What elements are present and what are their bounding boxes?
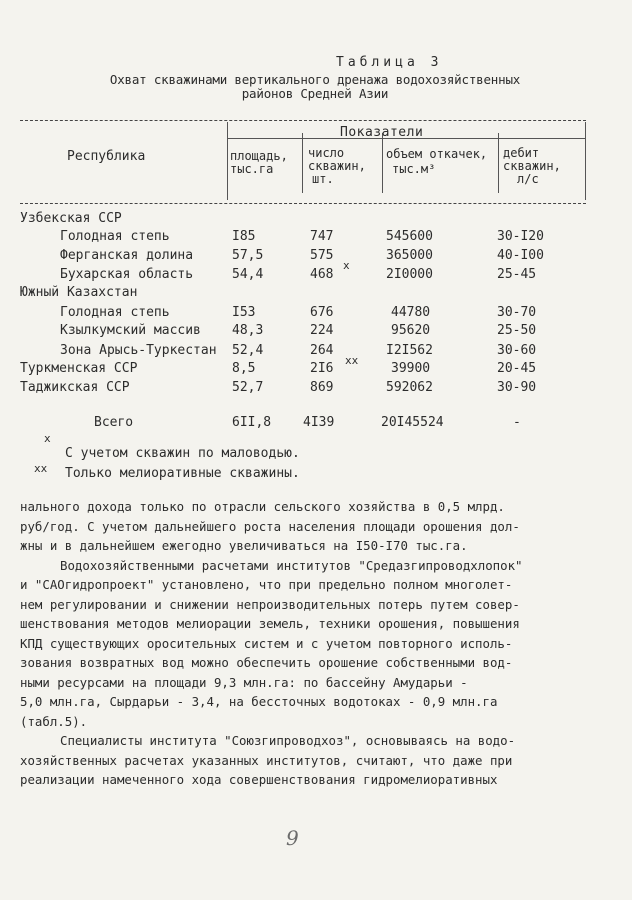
cell-debit: 20-45 bbox=[497, 361, 537, 376]
row-name: Кзылкумский массив bbox=[60, 323, 201, 338]
header-indicators: Показатели bbox=[340, 125, 424, 140]
cell-debit: 30-70 bbox=[497, 305, 537, 320]
cell-count: 2I6 bbox=[310, 361, 334, 376]
cell-count: 869 bbox=[310, 380, 334, 395]
body-line: жны и в дальнейшем ежегодно увеличиваться на I50-I70 тыс.га. bbox=[20, 538, 468, 553]
body-line: реализации намеченного хода совершенствования гидромелиоративных bbox=[20, 772, 498, 787]
cell-volume: 95620 bbox=[391, 323, 431, 338]
row-name: Южный Казахстан bbox=[20, 285, 138, 300]
cell-debit: 30-60 bbox=[497, 343, 537, 358]
cell-area: 52,7 bbox=[232, 380, 264, 395]
footnote-mark: x bbox=[343, 259, 350, 272]
body-line: Специалисты института "Союзгипроводхоз", основываясь на водо- bbox=[60, 733, 516, 748]
footnote-text: С учетом скважин по маловодью. bbox=[65, 446, 300, 461]
cell-debit: 25-50 bbox=[497, 323, 537, 338]
cell-debit: 40-I00 bbox=[497, 248, 544, 263]
row-name: Зона Арысь-Туркестан bbox=[60, 343, 217, 358]
body-line: Водохозяйственными расчетами институтов "Средазгипроводхлопок" bbox=[60, 557, 523, 573]
body-line: 5,0 млн.га, Сырдарьи - 3,4, на бессточных водотоках - 0,9 млн.га bbox=[20, 694, 498, 709]
body-line: нем регулировании и снижении непроизводительных потерь путем совер- bbox=[20, 596, 520, 612]
body-line: (табл.5). bbox=[20, 713, 88, 729]
header-republic: Республика bbox=[67, 149, 146, 164]
cell-volume: 545600 bbox=[386, 229, 433, 244]
row-name: Ферганская долина bbox=[60, 248, 194, 263]
cell-debit: 30-I20 bbox=[497, 229, 544, 244]
table-header-bottom-rule bbox=[20, 203, 586, 204]
cell-area: I85 bbox=[232, 229, 256, 244]
cell-volume: 39900 bbox=[391, 361, 431, 376]
row-name: Узбекская ССР bbox=[20, 211, 122, 226]
cell-area: 8,5 bbox=[232, 361, 256, 376]
footnote-text: Только мелиоративные скважины. bbox=[65, 466, 300, 481]
footnote-mark: xx bbox=[345, 354, 359, 367]
row-name: Бухарская область bbox=[60, 267, 194, 282]
cell-count: 264 bbox=[310, 343, 334, 358]
column-divider bbox=[585, 122, 586, 200]
body-line: руб/год. С учетом дальнейшего роста населения площади орошения дол- bbox=[20, 518, 520, 534]
cell-count: 575 bbox=[310, 248, 334, 263]
cell-volume: 2I0000 bbox=[386, 267, 433, 282]
cell-volume: 44780 bbox=[391, 305, 431, 320]
page-number: 9 bbox=[286, 826, 299, 850]
cell-volume: 592062 bbox=[386, 380, 433, 395]
row-name: Голодная степь bbox=[60, 305, 170, 320]
header-volume: объем откачек, тыс.м³ bbox=[386, 147, 488, 176]
cell-debit: 25-45 bbox=[497, 267, 537, 282]
total-volume: 20I45524 bbox=[381, 415, 444, 430]
total-label: Всего bbox=[94, 415, 134, 430]
column-divider bbox=[382, 133, 383, 193]
row-name: Таджикская ССР bbox=[20, 380, 130, 395]
total-count: 4I39 bbox=[303, 415, 335, 430]
body-line: ными ресурсами на площади 9,3 млн.га: по бассейну Амударьи - bbox=[20, 674, 468, 690]
column-divider bbox=[227, 122, 228, 200]
table-title-line-1: Охват скважинами вертикального дренажа водохозяйственных bbox=[109, 72, 521, 87]
column-divider bbox=[302, 133, 303, 193]
table-title-line-2: районов Средней Азии bbox=[241, 86, 389, 101]
row-name: Голодная степь bbox=[60, 229, 170, 244]
cell-area: 52,4 bbox=[232, 343, 264, 358]
cell-area: I53 bbox=[232, 305, 256, 320]
cell-area: 57,5 bbox=[232, 248, 264, 263]
cell-count: 747 bbox=[310, 229, 334, 244]
cell-area: 48,3 bbox=[232, 323, 264, 338]
table-title bbox=[60, 73, 570, 101]
cell-area: 54,4 bbox=[232, 267, 264, 282]
body-line: хозяйственных расчетах указанных институтов, считают, что даже при bbox=[20, 752, 513, 768]
body-line: зования возвратных вод можно обеспечить орошение собственными вод- bbox=[20, 655, 513, 670]
row-name: Туркменская ССР bbox=[20, 361, 138, 376]
body-line: и "САОгидропроект" установлено, что при предельно полном многолет- bbox=[20, 577, 513, 592]
footnote-mark: x bbox=[44, 432, 51, 445]
body-line: шенствования методов мелиорации земель, техники орошения, повышения bbox=[20, 616, 520, 631]
cell-debit: 30-90 bbox=[497, 380, 537, 395]
body-line: нального дохода только по отрасли сельского хозяйства в 0,5 млрд. bbox=[20, 499, 505, 514]
header-area: площадь, тыс.га bbox=[230, 149, 288, 176]
cell-volume: I2I562 bbox=[386, 343, 433, 358]
cell-count: 224 bbox=[310, 323, 334, 338]
table-top-rule bbox=[20, 120, 586, 121]
cell-count: 468 bbox=[310, 267, 334, 282]
table-number: Таблица 3 bbox=[336, 55, 443, 70]
total-area: 6II,8 bbox=[232, 415, 272, 430]
header-count: число скважин, шт. bbox=[308, 146, 366, 186]
column-divider bbox=[498, 133, 499, 193]
footnote-mark: xx bbox=[34, 462, 48, 475]
cell-volume: 365000 bbox=[386, 248, 433, 263]
header-debit: дебит скважин, л/с bbox=[503, 146, 561, 186]
body-line: КПД существующих оросительных систем и с учетом повторного исполь- bbox=[20, 635, 513, 651]
body-paragraph bbox=[20, 497, 570, 790]
total-debit: - bbox=[513, 415, 521, 430]
cell-count: 676 bbox=[310, 305, 334, 320]
